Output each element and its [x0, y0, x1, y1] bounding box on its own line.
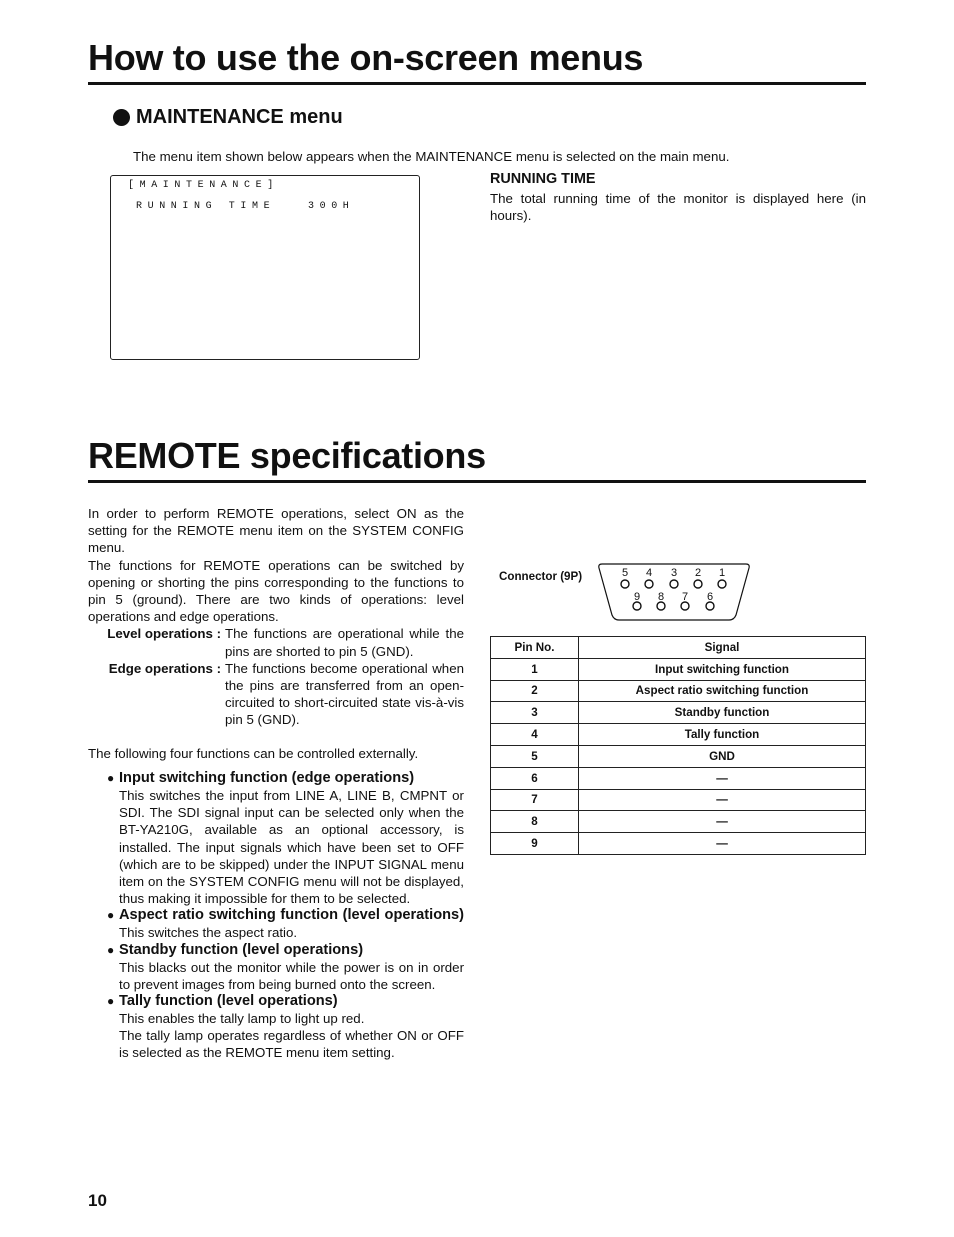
pin-hole: [657, 602, 665, 610]
remote-text-column: [88, 505, 464, 729]
osd-header: [MAINTENANCE]: [128, 180, 279, 191]
table-row: [491, 658, 866, 680]
table-header-row: [491, 637, 866, 659]
osd-item-value: 300H: [308, 201, 355, 212]
connector-9p-diagram: [596, 560, 752, 624]
title-rule: [88, 82, 866, 85]
osd-menu-screen: [110, 175, 420, 360]
signal-cell: Tally function: [579, 724, 866, 746]
signal-cell: Aspect ratio switching function: [579, 680, 866, 702]
function-heading: ● Input switching function (edge operations): [107, 770, 415, 786]
pin-number-label: 9: [633, 591, 641, 603]
maintenance-menu-heading: [113, 106, 343, 129]
definition-desc: The functions become operational when the pins are transferred from an open-circuited to short-circuited state vis-à-vis pin 5 (GND).: [225, 660, 464, 728]
pin-number-label: 3: [670, 567, 678, 579]
pin-number-label: 1: [718, 567, 726, 579]
connector-label: Connector (9P): [499, 570, 583, 583]
function-heading: ● Aspect ratio switching function (level operations): [107, 907, 464, 924]
signal-cell: Input switching function: [579, 658, 866, 680]
maintenance-intro: The menu item shown below appears when the MAINTENANCE menu is selected on the main menu.: [133, 149, 730, 164]
signal-cell: Standby function: [579, 702, 866, 724]
definition-term: Level operations :: [107, 626, 221, 642]
function-body: This switches the input from LINE A, LINE B, CMPNT or SDI. The SDI signal input can be selected only when the BT-YA210G, available as an optional accessory, is installed. The input signals which have been set to OFF (which are to be skipped) under the INPUT SIGNAL menu item on the SYSTEM CONFIG menu will not be displayed, thus making it impossible for them to be selected.: [119, 788, 464, 907]
function-heading: ● Tally function (level operations): [107, 993, 338, 1010]
pin-cell: 7: [491, 789, 579, 811]
pin-number-label: 2: [694, 567, 702, 579]
pin-hole: [670, 580, 678, 588]
function-body: This blacks out the monitor while the power is on in order to prevent images from being burned onto the screen.: [119, 959, 464, 992]
signal-cell: —: [579, 833, 866, 855]
pin-number-label: 8: [657, 591, 665, 603]
table-row: [491, 745, 866, 767]
signal-cell: GND: [579, 745, 866, 767]
functions-list: [107, 770, 464, 1062]
osd-item-label: RUNNING TIME: [136, 201, 276, 212]
running-time-heading: RUNNING TIME: [490, 171, 596, 187]
table-row: [491, 680, 866, 702]
pin-cell: 3: [491, 702, 579, 724]
pin-cell: 2: [491, 680, 579, 702]
level-operations-definition: [88, 625, 464, 659]
page-title: How to use the on-screen menus: [88, 37, 644, 78]
pin-cell: 5: [491, 745, 579, 767]
function-heading: ● Standby function (level operations): [107, 941, 364, 958]
pin-number-label: 7: [681, 591, 689, 603]
pin-hole: [706, 602, 714, 610]
table-row: [491, 811, 866, 833]
table-row: [491, 789, 866, 811]
pin-hole: [681, 602, 689, 610]
pin-cell: 1: [491, 658, 579, 680]
definition-desc: The functions are operational while the pins are shorted to pin 5 (GND).: [225, 626, 464, 659]
pin-hole: [718, 580, 726, 588]
pin-cell: 8: [491, 811, 579, 833]
table-row: [491, 833, 866, 855]
pin-hole: [694, 580, 702, 588]
running-time-text: The total running time of the monitor is displayed here (in hours).: [490, 191, 866, 224]
pin-number-label: 5: [621, 567, 629, 579]
table-header-cell: Signal: [579, 637, 866, 659]
table-row: [491, 724, 866, 746]
pin-number-label: 6: [706, 591, 714, 603]
pin-cell: 9: [491, 833, 579, 855]
pin-signal-table: [490, 636, 866, 855]
remote-para-1: In order to perform REMOTE operations, select ON as the setting for the REMOTE menu item on the SYSTEM CONFIG menu.: [88, 506, 464, 556]
pin-hole: [645, 580, 653, 588]
edge-operations-definition: [88, 660, 464, 729]
pin-cell: 4: [491, 724, 579, 746]
remote-title: REMOTE specifications: [88, 435, 486, 476]
signal-cell: —: [579, 789, 866, 811]
pin-cell: 6: [491, 767, 579, 789]
definition-term: Edge operations :: [108, 660, 221, 676]
page-number: 10: [88, 1191, 107, 1210]
pin-number-label: 4: [645, 567, 653, 579]
function-body: This switches the aspect ratio.: [119, 925, 298, 941]
signal-cell: —: [579, 767, 866, 789]
remote-title-rule: [88, 480, 866, 483]
remote-para-2: The functions for REMOTE operations can be switched by opening or shorting the pins corresponding to the functions to pin 5 (ground). There are two kinds of operations: level operations and edge operations.: [88, 557, 464, 625]
pin-hole: [633, 602, 641, 610]
pin-hole: [621, 580, 629, 588]
table-row: [491, 767, 866, 789]
maintenance-menu-label: MAINTENANCE menu: [136, 106, 343, 128]
signal-cell: —: [579, 811, 866, 833]
table-header-cell: Pin No.: [491, 637, 579, 659]
function-body: This enables the tally lamp to light up red.: [119, 1011, 365, 1027]
bullet-circle-icon: [113, 109, 130, 126]
table-row: [491, 702, 866, 724]
following-functions-text: The following four functions can be controlled externally.: [88, 746, 419, 761]
function-body-2: The tally lamp operates regardless of whether ON or OFF is selected as the REMOTE menu item setting.: [119, 1028, 464, 1061]
